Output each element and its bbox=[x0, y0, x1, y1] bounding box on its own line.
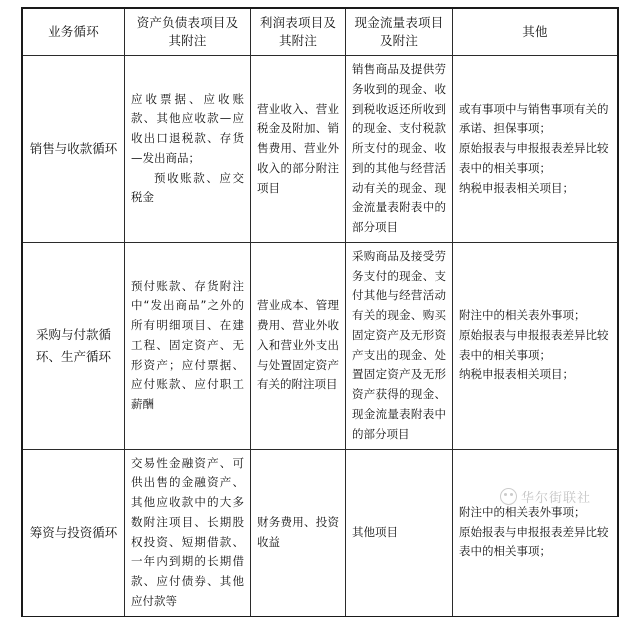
table-header bbox=[23, 9, 618, 56]
column-header-line: 现金流量表项目 bbox=[354, 14, 444, 30]
cell-paragraph: 预收账款、应交税金 bbox=[131, 170, 244, 205]
column-header-balance-sheet bbox=[125, 9, 251, 56]
column-header-cash-flow bbox=[346, 9, 453, 56]
cell-line: 承诺、担保事项； bbox=[459, 121, 551, 136]
cell-paragraph: 应收票据、应收账款、其他应收款—应收出口退税款、存货—发出商品； bbox=[131, 91, 244, 165]
column-header-line: 其附注 bbox=[168, 33, 207, 48]
cell-other bbox=[453, 242, 618, 449]
cell-business-cycle: 筹资与投资循环 bbox=[23, 449, 125, 616]
table-header-row bbox=[23, 9, 618, 56]
column-header-line: 及附注 bbox=[379, 33, 419, 48]
column-header-business-cycle bbox=[23, 9, 125, 56]
cell-line: 附注中的相关表外事项； bbox=[459, 504, 586, 519]
cell-income-statement: 营业成本、管理费用、营业外收入和营业外支出与处置固定资产有关的附注项目 bbox=[251, 242, 346, 449]
cell-line: 纳税申报表相关项目； bbox=[459, 180, 574, 195]
cell-line: 原始报表与申报报表差异比较 bbox=[459, 327, 609, 342]
table-body bbox=[23, 56, 618, 617]
cell-line: 或有事项中与销售事项有关的 bbox=[459, 101, 609, 116]
table-row bbox=[23, 56, 618, 243]
cell-cash-flow: 销售商品及提供劳务收到的现金、收到税收返还所收到的现金、支付税款所支付的现金、收到的其他与经营活动有关的现金、现金流量表附表中的部分项目 bbox=[346, 56, 453, 243]
cell-line: 表中的相关事项； bbox=[459, 347, 551, 362]
cell-balance-sheet bbox=[125, 56, 251, 243]
cell-line: 原始报表与申报报表差异比较 bbox=[459, 141, 609, 156]
cell-business-cycle: 采购与付款循环、生产循环 bbox=[23, 242, 125, 449]
column-header-line: 其他 bbox=[522, 23, 548, 39]
cell-line: 附注中的相关表外事项； bbox=[459, 308, 586, 323]
cell-income-statement: 财务费用、投资收益 bbox=[251, 449, 346, 616]
table-row bbox=[23, 242, 618, 449]
column-header-line: 业务循环 bbox=[48, 23, 99, 39]
column-header-line: 其附注 bbox=[278, 33, 318, 48]
cell-paragraph: 预付账款、存货附注中“发出商品”之外的所有明细项目、在建工程、固定资产、无形资产；应付票据、应付账款、应付职工薪酬 bbox=[131, 278, 244, 412]
cell-income-statement: 营业收入、营业税金及附加、销售费用、营业外收入的部分附注项目 bbox=[251, 56, 346, 243]
cell-paragraph: 交易性金融资产、可供出售的金融资产、其他应收款中的大多数附注项目、长期股权投资、短期借款、一年内到期的长期借款、应付债券、其他应付款等 bbox=[131, 455, 244, 608]
cell-other bbox=[453, 56, 618, 243]
watermark-text: 华尔街联社 bbox=[521, 491, 592, 506]
cell-line: 原始报表与申报报表差异比较 bbox=[459, 524, 609, 539]
cell-cash-flow: 采购商品及接受劳务支付的现金、支付其他与经营活动有关的现金、购买固定资产及无形资产支出的现金、处置固定资产及无形资产获得的现金、现金流量表附表中的部分项目 bbox=[346, 242, 453, 449]
cell-balance-sheet bbox=[125, 242, 251, 449]
column-header-line: 利润表项目及 bbox=[259, 14, 337, 30]
business-cycle-table bbox=[22, 8, 618, 617]
cell-balance-sheet bbox=[125, 449, 251, 616]
cell-other bbox=[453, 449, 618, 616]
column-header-line: 资产负债表项目及 bbox=[136, 14, 239, 30]
cell-line: 表中的相关事项； bbox=[459, 160, 551, 175]
cell-line: 纳税申报表相关项目； bbox=[459, 367, 574, 382]
column-header-other bbox=[453, 9, 618, 56]
cell-business-cycle: 销售与收款循环 bbox=[23, 56, 125, 243]
table-row bbox=[23, 449, 618, 616]
column-header-income-statement bbox=[251, 9, 346, 56]
cell-line: 表中的相关事项； bbox=[459, 544, 551, 559]
cell-cash-flow: 其他项目 bbox=[346, 449, 453, 616]
